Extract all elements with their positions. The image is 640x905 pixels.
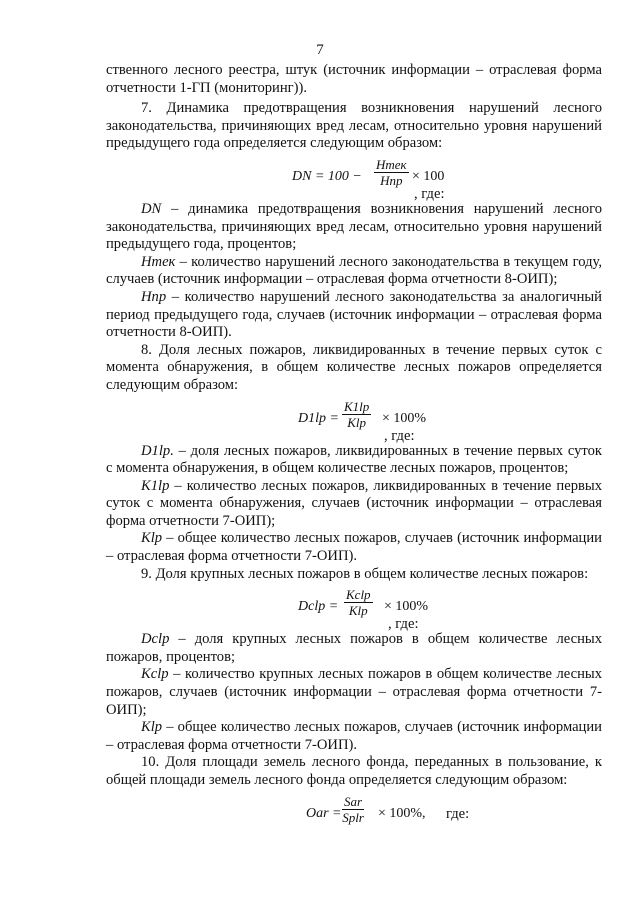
def-klp [106, 530, 602, 565]
paragraph-7: 7. Динамика предотвращения возникновения нарушений лесного законодательства, причиняющих вред лесам, относительно уровня нарушений предыдущего года определяется следующим образом: [106, 100, 602, 152]
formula-d1lp-lhs: D1lp = [298, 410, 339, 426]
formula-dclp-tail: × 100% [384, 599, 429, 615]
formula-d1lp-where: , где: [384, 427, 415, 444]
paragraph-continuation: ственного лесного реестра, штук (источник информации – отраслевая форма отчетности 1-ГП (мониторинг)). [106, 62, 602, 96]
formula-oar-where: где: [446, 805, 470, 822]
formula-dn-numerator: Hтек [376, 156, 407, 172]
formula-oar-denominator: Splr [342, 809, 364, 825]
def-klp-2 [106, 719, 602, 754]
def-dn [106, 201, 602, 254]
formula-dclp-numerator: Kclp [346, 587, 371, 603]
def-htek [106, 254, 602, 289]
def-d1lp [106, 443, 602, 478]
def-k1lp-text: – количество лесных пожаров, ликвидированных в течение первых суток с момента обнаружения, случаев (источник информации – отраслевая форма отчетности 7-ОИП); [106, 477, 602, 529]
formula-dn-tail: × 100 [412, 168, 445, 184]
formula-dclp-where: , где: [388, 616, 419, 633]
formula-d1lp-denominator: Klp [347, 414, 367, 430]
def-hpr [106, 289, 602, 342]
body-text [106, 62, 602, 838]
formula-oar-lhs: Oar = [306, 805, 342, 821]
def-dclp-text: – доля крупных лесных пожаров в общем количестве лесных пожаров, процентов; [106, 631, 602, 665]
paragraph-10: 10. Доля площади земель лесного фонда, переданных в пользование, к общей площади земель лесного фонда определяется следующим образом: [106, 754, 602, 788]
formula-dclp-denominator: Klp [348, 603, 368, 619]
formula-dclp-lhs: Dclp = [298, 599, 339, 615]
formula-d1lp [106, 395, 602, 443]
def-hpr-symbol: Hпр [141, 288, 167, 305]
def-htek-symbol: Hтек [141, 253, 176, 270]
def-d1lp-symbol: D1lp. [141, 442, 174, 459]
formula-d1lp-fraction [342, 399, 371, 430]
def-dn-symbol: DN [141, 200, 162, 217]
formula-oar-fraction [342, 794, 364, 825]
def-htek-text: – количество нарушений лесного законодательства в текущем году, случаев (источник информации – отраслевая форма отчетности 8-ОИП); [106, 253, 602, 288]
formula-dn [106, 153, 602, 201]
formula-dclp [106, 583, 602, 631]
formula-d1lp-numerator: K1lp [344, 398, 370, 414]
formula-oar-tail: × 100%, [378, 805, 426, 821]
formula-dn-denominator: Hпр [380, 172, 403, 188]
def-klp-2-symbol: Klp [141, 719, 163, 736]
formula-dn-lhs: DN = 100 − [292, 168, 362, 184]
def-klp-text: – общее количество лесных пожаров, случаев (источник информации – отраслевая форма отчетности 7-ОИП). [106, 530, 602, 565]
def-k1lp [106, 478, 602, 531]
def-klp-2-text: – общее количество лесных пожаров, случаев (источник информации – отраслевая форма отчетности 7-ОИП). [106, 719, 602, 753]
formula-dn-fraction [374, 157, 409, 188]
def-k1lp-symbol: K1lp [141, 477, 170, 494]
paragraph-9: 9. Доля крупных лесных пожаров в общем количестве лесных пожаров: [141, 565, 589, 582]
def-klp-symbol: Klp [141, 530, 163, 547]
def-kclp-text: – количество крупных лесных пожаров в общем количестве лесных пожаров, случаев (источник информации – отраслевая форма отчетности 7-ОИП); [106, 666, 602, 718]
paragraph-8: 8. Доля лесных пожаров, ликвидированных в течение первых суток с момента обнаружения, в общем количестве лесных пожаров определяется следующим образом: [106, 341, 602, 393]
def-dclp-symbol: Dclp [141, 631, 170, 648]
page-number: 7 [316, 42, 324, 58]
def-dn-text: – динамика предотвращения возникновения нарушений лесного законодательства, причиняющих вред лесам, относительно уровня нарушений предыдущего года, процентов; [106, 200, 602, 253]
def-kclp-symbol: Kclp [141, 666, 169, 683]
formula-dclp-fraction [344, 587, 373, 618]
def-dclp [106, 631, 602, 666]
formula-oar-numerator: Sar [344, 793, 363, 809]
def-hpr-text: – количество нарушений лесного законодательства за аналогичный период предыдущего года, случаев (источник информации – отраслевая форма отчетности 8-ОИП). [106, 288, 602, 341]
formula-dn-where: , где: [414, 185, 445, 202]
formula-d1lp-tail: × 100% [382, 410, 427, 426]
formula-oar [106, 790, 602, 838]
def-kclp [106, 666, 602, 719]
def-d1lp-text: – доля лесных пожаров, ликвидированных в течение первых суток с момента обнаружения, в общем количестве лесных пожаров, процентов; [106, 442, 602, 477]
